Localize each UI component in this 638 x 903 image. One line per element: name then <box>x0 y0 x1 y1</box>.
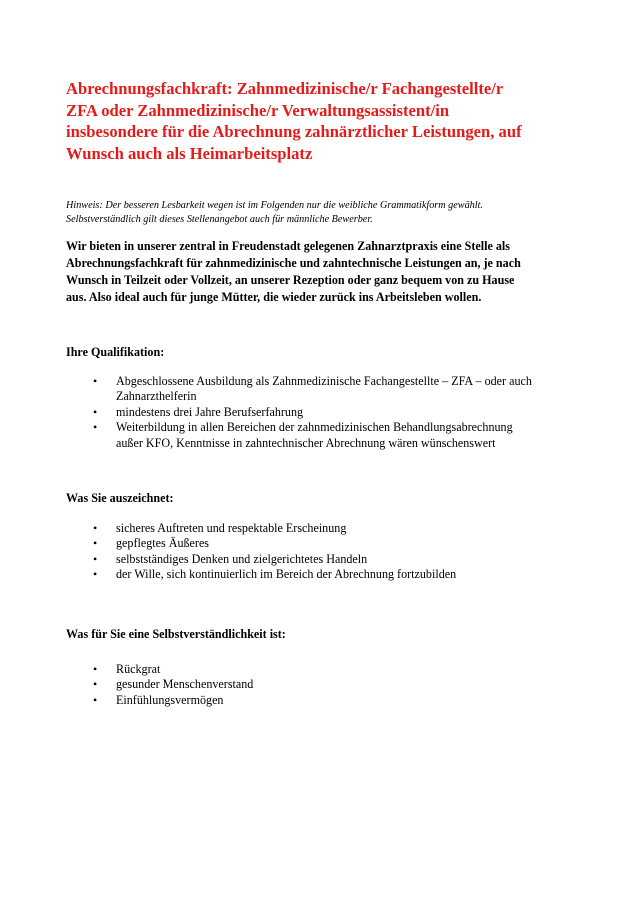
bullet-icon: • <box>93 521 98 535</box>
list-item-text: sicheres Auftreten und respektable Erscheinung <box>116 521 347 535</box>
traits-list <box>66 521 456 583</box>
bullet-icon: • <box>93 677 98 692</box>
bullet-icon: • <box>93 420 98 435</box>
section-heading-qualification: Ihre Qualifikation: <box>66 345 165 359</box>
list-item <box>66 552 456 567</box>
intro-line: Abrechnungsfachkraft für zahnmedizinische und zahntechnische Leistungen an, je nach <box>66 256 521 270</box>
list-item <box>66 662 253 677</box>
job-title <box>66 78 572 164</box>
list-item <box>66 420 532 451</box>
list-item <box>66 405 532 420</box>
list-item-text: Rückgrat <box>116 662 161 676</box>
intro-line: Wunsch in Teilzeit oder Vollzeit, an unserer Rezeption oder ganz bequem von zu Hause <box>66 273 515 287</box>
list-item <box>66 521 456 536</box>
list-item-text: Weiterbildung in allen Bereichen der zahnmedizinischen Behandlungsabrechnung <box>116 420 513 435</box>
list-item-text: gepflegtes Äußeres <box>116 536 210 551</box>
list-item <box>66 536 456 551</box>
list-item-text: selbstständiges Denken und zielgerichtetes Handeln <box>116 551 368 566</box>
intro-line: Wir bieten in unserer zentral in Freudenstadt gelegenen Zahnarztpraxis eine Stelle als <box>66 239 510 253</box>
job-title-line: Abrechnungsfachkraft: Zahnmedizinische/r Fachangestellte/r <box>66 79 504 98</box>
list-item <box>66 677 253 692</box>
bullet-icon: • <box>93 692 98 707</box>
list-item-text: Zahnarzthelferin <box>116 389 197 404</box>
list-item-text: Abgeschlossene Ausbildung als Zahnmedizinische Fachangestellte – ZFA – oder auch <box>116 374 532 388</box>
job-title-line: insbesondere für die Abrechnung zahnärztlicher Leistungen, auf <box>66 122 522 141</box>
document-page <box>66 78 572 707</box>
intro-paragraph <box>66 238 521 306</box>
list-item-text: Einfühlungsvermögen <box>116 692 224 707</box>
job-title-line: ZFA oder Zahnmedizinische/r Verwaltungsassistent/in <box>66 100 450 120</box>
bullet-icon: • <box>93 374 98 388</box>
intro-line: aus. Also ideal auch für junge Mütter, die wieder zurück ins Arbeitsleben wollen. <box>66 290 482 304</box>
grammar-hint <box>66 199 483 227</box>
bullet-icon: • <box>93 404 98 419</box>
list-item-text: gesunder Menschenverstand <box>116 677 254 692</box>
qualification-list <box>66 374 532 451</box>
grammar-hint-line: Hinweis: Der besseren Lesbarkeit wegen ist im Folgenden nur die weibliche Grammatikform gewählt. <box>66 200 483 211</box>
section-heading-traits: Was Sie auszeichnet: <box>66 491 174 505</box>
bullet-icon: • <box>93 551 98 566</box>
list-item-text: außer KFO, Kenntnisse in zahntechnischer Abrechnung wären wünschenswert <box>116 435 496 450</box>
list-item <box>66 374 532 405</box>
list-item-text: mindestens drei Jahre Berufserfahrung <box>116 404 304 419</box>
grammar-hint-line: Selbstverständlich gilt dieses Stellenangebot auch für männliche Bewerber. <box>66 214 373 225</box>
section-heading-essentials: Was für Sie eine Selbstverständlichkeit ist: <box>66 627 286 641</box>
list-item <box>66 567 456 582</box>
bullet-icon: • <box>93 567 98 582</box>
essentials-list <box>66 662 253 708</box>
bullet-icon: • <box>93 662 98 676</box>
list-item-text: der Wille, sich kontinuierlich im Bereich der Abrechnung fortzubilden <box>116 567 457 582</box>
bullet-icon: • <box>93 536 98 551</box>
job-title-line: Wunsch auch als Heimarbeitsplatz <box>66 143 313 163</box>
list-item <box>66 693 253 708</box>
